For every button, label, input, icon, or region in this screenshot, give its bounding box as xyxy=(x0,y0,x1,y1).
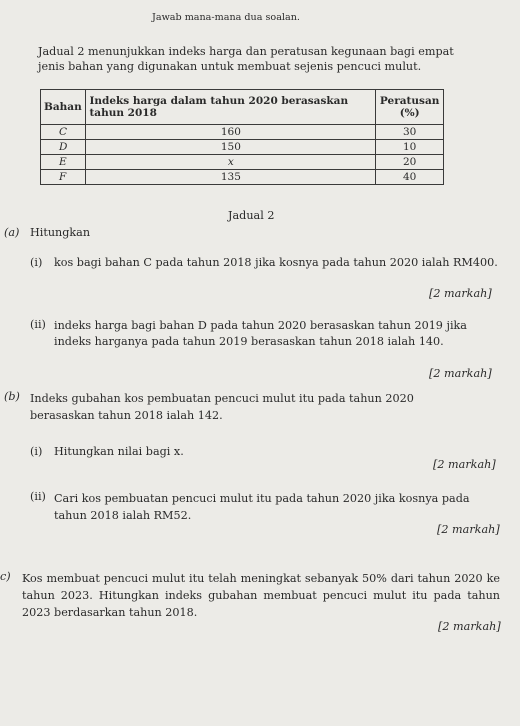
part-b-ii-text: Cari kos pembuatan pencuci mulut itu pada tahun 2020 jika kosnya pada tahun 2018 ialah RM52. xyxy=(54,492,470,522)
part-a-ii-number: (ii) xyxy=(30,318,46,331)
table-row xyxy=(41,125,444,140)
part-a-ii-text: indeks harga bagi bahan D pada tahun 2020 berasaskan tahun 2019 jika indeks harganya pada tahun 2019 berasaskan tahun 2018 ialah 140. xyxy=(54,319,467,348)
instruction-header: Jawab mana-mana dua soalan. xyxy=(152,12,300,23)
table-cell-material: E xyxy=(41,155,86,170)
part-a-title: Hitungkan xyxy=(30,226,91,239)
table-header-percent: Peratusan (%) xyxy=(376,90,444,125)
part-b-text: Indeks gubahan kos pembuatan pencuci mulut itu pada tahun 2020 berasaskan tahun 2018 ialah 142. xyxy=(30,392,414,422)
table-cell-percent: 30 xyxy=(376,125,444,140)
table-cell-index: 135 xyxy=(86,170,376,185)
part-c-label: c) xyxy=(0,570,11,583)
part-b-ii-number: (ii) xyxy=(30,490,46,503)
part-a-i-marks: [2 markah] xyxy=(429,287,492,300)
part-b-i-number: (i) xyxy=(30,445,43,458)
table-header-row xyxy=(41,90,444,125)
table-header-material: Bahan xyxy=(41,90,86,125)
table-cell-percent: 10 xyxy=(376,140,444,155)
table-row xyxy=(41,155,444,170)
table-caption: Jadual 2 xyxy=(228,209,275,222)
part-a-i-number: (i) xyxy=(30,256,43,269)
table-cell-index: 150 xyxy=(86,140,376,155)
part-c-marks: [2 markah] xyxy=(438,620,501,633)
part-a-ii-marks: [2 markah] xyxy=(429,367,492,380)
part-b-ii-marks: [2 markah] xyxy=(437,523,500,536)
part-c-text: Kos membuat pencuci mulut itu telah meningkat sebanyak 50% dari tahun 2020 ke tahun 2023. Hitungkan indeks gubahan membuat pencuci mulut itu pada tahun 2023 berdasarkan tahun 2018. xyxy=(22,572,500,619)
price-index-table xyxy=(40,89,444,185)
table-row xyxy=(41,170,444,185)
table-cell-percent: 40 xyxy=(376,170,444,185)
table-cell-material: C xyxy=(41,125,86,140)
table-cell-index: 160 xyxy=(86,125,376,140)
part-b-i-text: Hitungkan nilai bagi x. xyxy=(54,445,184,458)
part-a-i-text: kos bagi bahan C pada tahun 2018 jika kosnya pada tahun 2020 ialah RM400. xyxy=(54,256,498,269)
table-cell-material: F xyxy=(41,170,86,185)
part-a-label: (a) xyxy=(4,226,20,239)
table-header-index: Indeks harga dalam tahun 2020 berasaskan tahun 2018 xyxy=(86,90,376,125)
table-row xyxy=(41,140,444,155)
table-cell-material: D xyxy=(41,140,86,155)
table-cell-index: x xyxy=(86,155,376,170)
question-intro: Jadual 2 menunjukkan indeks harga dan peratusan kegunaan bagi empat jenis bahan yang digunakan untuk membuat sejenis pencuci mulut. xyxy=(38,45,454,73)
part-b-label: (b) xyxy=(4,390,20,403)
part-b-i-marks: [2 markah] xyxy=(433,458,496,471)
table-cell-percent: 20 xyxy=(376,155,444,170)
